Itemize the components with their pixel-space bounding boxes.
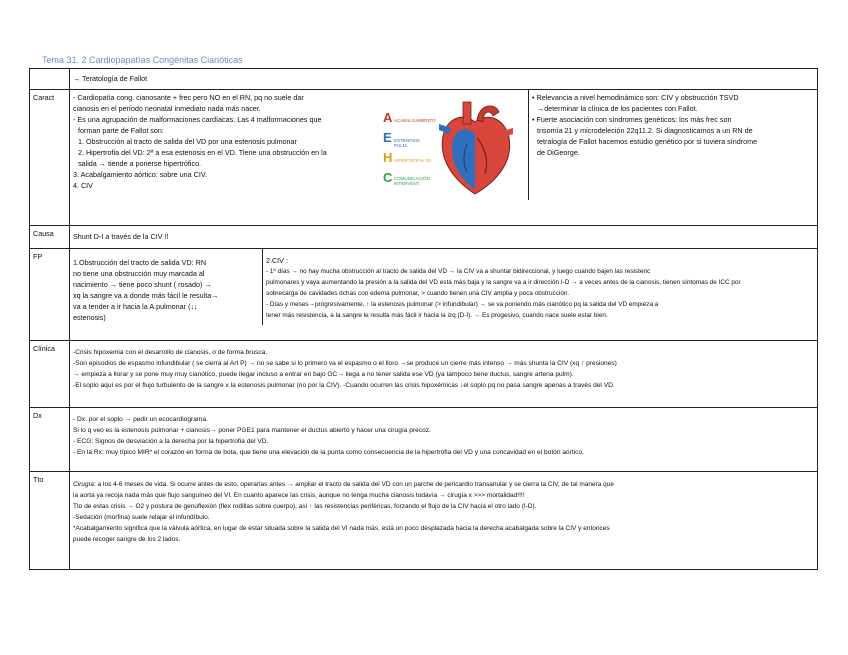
- clinica-row: [30, 341, 818, 408]
- causa-cell: [70, 226, 818, 249]
- topic-text: → Teratología de Fallot: [73, 74, 148, 83]
- clinica-label: Clínica: [30, 341, 70, 408]
- caract-label: Caract: [30, 90, 70, 226]
- heart-diagram-image: [433, 98, 518, 198]
- caract-line: salida → tiende a ponerse hipertrófico.: [78, 159, 202, 168]
- causa-row: [30, 226, 818, 249]
- tto-cell: [70, 472, 818, 570]
- fp-right-line: 2.CIV :: [266, 256, 288, 265]
- topic-row: [30, 69, 818, 90]
- caract-note-line: trisomía 21 y microdeleción 22q11.2. Si diagnosticamos a un RN de: [537, 126, 753, 135]
- caract-note-line: de DiGeorge.: [537, 148, 580, 157]
- clinica-line: → empieza a llorar y se pone muy muy cianótico, puede llegar incluso a entrar en bajo GC→ llega a no tener salida ese VD (ya tampoco tiene ductus, sangre arteria pulm).: [73, 371, 574, 378]
- acronym-letter-a: A: [383, 110, 393, 125]
- acronym-text-e: ESTENOSIS PULM.: [394, 138, 420, 148]
- caract-line: - Cardiopatía cong. cianosante + frec pero NO en el RN, pq no suele dar: [73, 93, 304, 102]
- tto-line: la aorta ya recoja nada más que flujo sanguíneo del VI. En cuanto aparece las crisis, aunque no tenga mucha cianosis todavía → cirugía x >>> mortalidad!!!!: [73, 492, 525, 499]
- dx-row: [30, 408, 818, 472]
- clinica-line: -Crisis hipoxemia con el desarrollo de cianosis, o de forma brusca.: [73, 349, 268, 356]
- dx-line: - Dx: por el soplo → pedir un ecocardiograma.: [73, 416, 208, 423]
- page-title: Tema 31. 2 Cardiopapatías Congénitas Cianóticas: [42, 55, 243, 65]
- acronym-letter-h: H: [383, 150, 393, 165]
- causa-text: Shunt D-I a través de la CIV !!: [73, 232, 169, 241]
- fp-right-line: sobrecarga de cavidades dchas con edema pulmonar, > cuando tienen una CIV amplia y poca obstrucción.: [266, 290, 570, 297]
- fp-left-line: xq la sangre va a donde más fácil le resulta→: [73, 291, 219, 300]
- fp-label: FP: [30, 249, 70, 341]
- fp-left-line: 1.Obstrucción del tracto de salida VD: RN: [73, 258, 207, 267]
- acronym-text-h: HIPERTROFIA VD: [394, 158, 432, 163]
- tto-line: *Acabalgamiento significa que la válvula aórtica, en lugar de estar situada sobre la salida del VI nada más, está un poco desplazada hacia la derecha acabalgada sobre la CIV y entonces: [73, 525, 610, 532]
- caract-col2: [528, 90, 817, 200]
- topic-cell: [70, 69, 818, 90]
- fp-right-line: - 1º días → no hay mucha obstrucción al tracto de salida del VD → la CIV va a shuntar bidireccional, y luego cuando bajen las resistenc: [266, 268, 651, 275]
- acronym-text-a: ACABALGAMIENTO: [394, 118, 436, 123]
- fp-right-line: pulmonares y vaya aumentando la presión a la salida del VD está más baja y la sangre va a ir dirección I-D → a veces antes de la cianosis, tienen síntomas de ICC por: [266, 279, 741, 286]
- caract-line: 1. Obstrucción al tracto de salida del VD por una estenosis pulmonar: [78, 137, 297, 146]
- caract-note-line: • Relevancia a nivel hemodinámico son: CIV y obstrucción TSVD: [532, 93, 739, 102]
- tto-line: Tto de estas crisis → O2 y postura de genuflexión (flex rodillas sobre cuerpo), así ↑ las resistencias periféricas, forzando el flujo de la CIV hacia el otro lado (I-D).: [73, 503, 537, 510]
- caract-note-line: →determinar la clínica de los pacientes con Fallot.: [537, 104, 698, 113]
- caract-note-line: • Fuerte asociación con síndromes genéticos: los más frec son: [532, 115, 732, 124]
- caract-row: [30, 90, 818, 226]
- caract-line: forman parte de Fallot son:: [78, 126, 164, 135]
- clinica-line: -El soplo aquí es por el flujo turbulento de la sangre x la estenosis pulmonar (no por la CIV). -Cuando ocurren las crisis hipoxémicas ↓el soplo pq no pasa sangre apenas a través del VD.: [73, 382, 615, 389]
- caract-line: - Es una agrupación de malformaciones cardíacas. Las 4 malformaciones que: [73, 115, 322, 124]
- fallot-acronym: [383, 110, 436, 196]
- acronym-letter-c: C: [383, 170, 393, 185]
- clinica-line: -Son episodios de espasmo infundibular ( se cierra al Art P) → no se sabe si lo primero va el espasmo o el lloro →se produce un cierre más intenso → más shunta la CIV (xq ↑ presiones): [73, 360, 617, 367]
- topic-label-cell: [30, 69, 70, 90]
- fp-left-line: no tiene una obstrucción muy marcada al: [73, 269, 205, 278]
- fp-right-line: tener más resistencia, a la sangre le resulta más fácil ir hacia la izq (D-I). → Es progesivo, cuando nace suele estar bien.: [266, 312, 608, 319]
- caract-line: 3. Acabalgamiento aórtico: sobre una CIV.: [73, 170, 207, 179]
- cirugia-word: Cirugía: [73, 481, 94, 488]
- acronym-text-c: COMUNICACIÓN INTERVENT.: [394, 176, 430, 186]
- acronym-letter-e: E: [383, 130, 392, 145]
- caract-line: cianosis en el período neonatal inmediato nada más nacer.: [73, 104, 261, 113]
- fp-left-line: va a tender a ir hacia la A.pulmonar (↓↓: [73, 302, 198, 311]
- notes-table: [29, 68, 818, 570]
- dx-label: Dx: [30, 408, 70, 472]
- fp-left-col: [70, 249, 262, 325]
- tto-line: -Sedación (morfina) suele relajar el infundíbulo.: [73, 514, 210, 521]
- tto-line: : a los 4-6 meses de vida. Si ocurre antes de esto, operarlas antes → ampliar el tracto de salida del VD con un parche de pericardio transanular y se cierra la CIV, de tal manera que: [93, 481, 615, 488]
- clinica-cell: [70, 341, 818, 408]
- caract-cell: [70, 90, 818, 226]
- tto-label: Tto: [30, 472, 70, 570]
- fp-left-line: nacimiento → tiene poco shunt ( rosado) →: [73, 280, 212, 289]
- fp-right-col: [262, 249, 817, 325]
- caract-line: 2. Hipertrofia del VD: 2ª a esa estenosis en el VD. Tiene una obstrucción en la: [78, 148, 327, 157]
- tto-row: [30, 472, 818, 570]
- tto-line: puede recoger sangre de los 2 lados.: [73, 536, 181, 543]
- causa-label: Causa: [30, 226, 70, 249]
- fp-left-line: estenosis): [73, 313, 106, 322]
- dx-line: - En la Rx: muy típico MIR* el corazón en forma de bota, que tiene una elevación de la punta como consecuencia de la hipertrofia del VD y una concavidad en el botón aórtico.: [73, 449, 584, 456]
- dx-cell: [70, 408, 818, 472]
- caract-line: 4. CIV: [73, 181, 93, 190]
- fp-right-line: - Días y meses→progresivamente, ↑ la estenosis pulmonar (> infundibular) → se va poniendo más cianótico pq la salida del VD empieza a: [266, 301, 659, 308]
- fp-cell: [70, 249, 818, 341]
- caract-col1: [70, 90, 528, 200]
- dx-line: Si lo q veo es la estenosis pulmonar + cianosis→ poner PGE1 para mantener el ductus abierto y hacer una cirugía precoz.: [73, 427, 431, 434]
- fp-row: [30, 249, 818, 341]
- dx-line: - ECG: Signos de desviación a la derecha por la hipertrofia del VD.: [73, 438, 269, 445]
- caract-note-line: tetralogía de Fallot hacemos estudio genético por si tuviera síndrome: [537, 137, 758, 146]
